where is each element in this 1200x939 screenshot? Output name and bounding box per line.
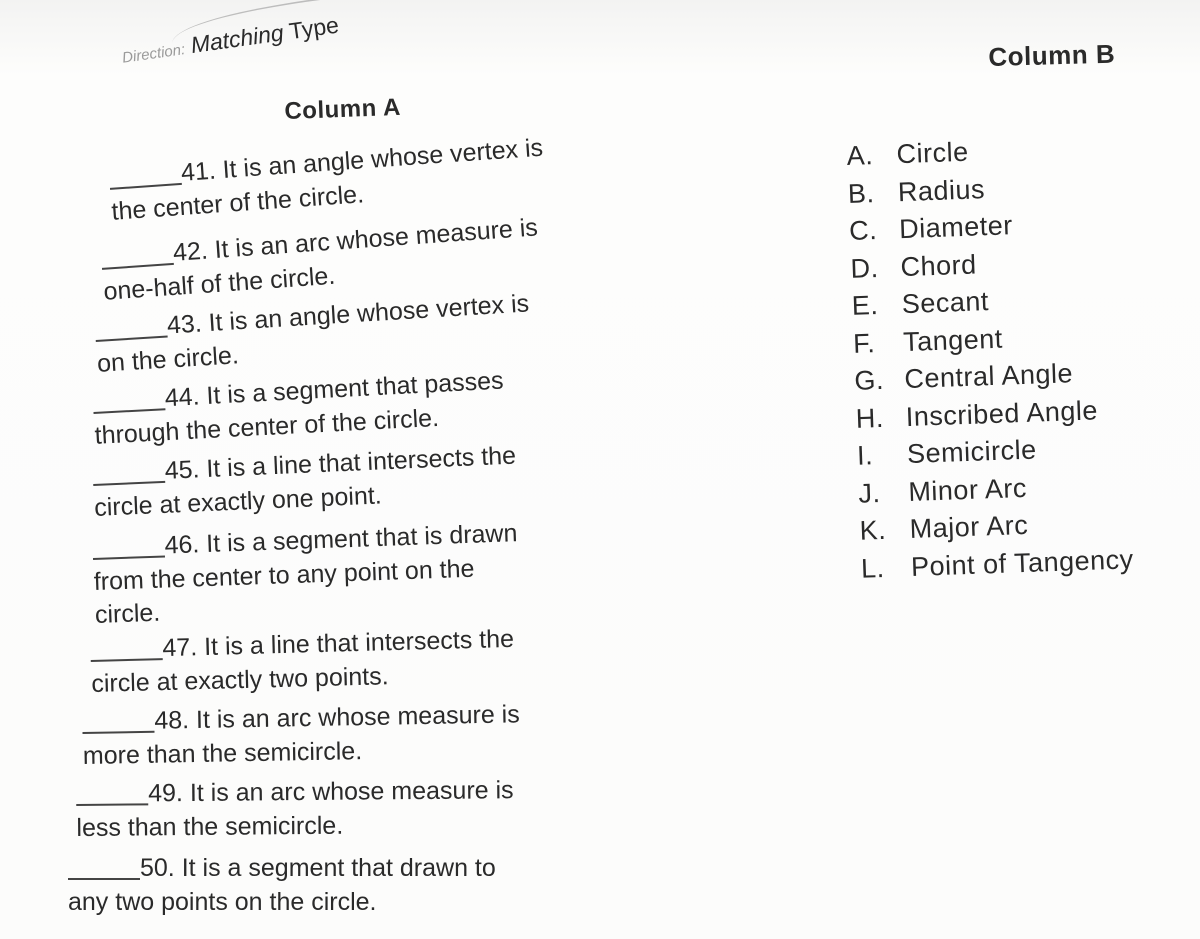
question-text: It is a line that intersects the (205, 441, 517, 484)
answer-choice (860, 541, 1134, 588)
answer-blank[interactable] (110, 183, 182, 190)
choice-text: Radius (897, 173, 986, 207)
question-text: It is a segment that is drawn (205, 519, 518, 559)
choice-text: Minor Arc (907, 472, 1028, 507)
question-number: 48. (154, 706, 190, 735)
choice-text: Secant (901, 286, 990, 320)
answer-blank[interactable] (96, 336, 168, 342)
answer-choices (846, 128, 1134, 587)
question-text: It is an arc whose measure is (213, 213, 539, 264)
choice-text: Chord (900, 249, 978, 282)
question-number: 43. (166, 309, 203, 340)
column-a-title: Column A (284, 93, 402, 125)
question-continuation: circle at exactly two points. (90, 662, 389, 698)
question-continuation: circle. (94, 598, 161, 629)
question-item (68, 850, 628, 919)
question-item (92, 510, 655, 631)
column-b-title: Column B (988, 38, 1116, 72)
question-text: It is a segment that drawn to (181, 854, 496, 882)
question-item (90, 617, 652, 701)
answer-blank[interactable] (93, 408, 165, 414)
choice-letter: I. (856, 440, 874, 471)
question-continuation: circle at exactly one point. (93, 481, 383, 522)
question-text: It is an arc whose measure is (195, 700, 520, 735)
question-number: 46. (164, 530, 200, 560)
direction-type: Type (287, 11, 341, 45)
answer-blank[interactable] (68, 878, 140, 880)
answer-blank[interactable] (102, 263, 174, 270)
question-text: It is an angle whose vertex is (221, 133, 544, 184)
question-number: 44. (164, 382, 201, 413)
answer-blank[interactable] (82, 731, 154, 734)
choice-text: Point of Tangency (910, 543, 1135, 582)
question-number: 42. (172, 236, 209, 267)
question-text: It is an angle whose vertex is (207, 289, 530, 337)
choice-letter: F. (852, 327, 876, 359)
question-text: It is an arc whose measure is (189, 776, 514, 808)
question-continuation: less than the semicircle. (76, 811, 344, 842)
question-text: It is a line that intersects the (203, 624, 515, 662)
choice-letter: H. (855, 402, 885, 434)
choice-text: Major Arc (909, 509, 1029, 545)
question-number: 45. (164, 455, 201, 485)
choice-text: Central Angle (903, 358, 1074, 395)
question-number: 50. (140, 854, 175, 882)
choice-text: Circle (896, 136, 970, 170)
choice-text: Semicircle (906, 434, 1038, 470)
choice-letter: C. (848, 214, 878, 246)
question-continuation: the center of the circle. (110, 180, 365, 226)
choice-letter: L. (860, 552, 886, 584)
question-continuation: from the center to any point on the (93, 554, 475, 596)
answer-blank[interactable] (93, 555, 165, 560)
answer-blank[interactable] (93, 481, 165, 486)
choice-text: Tangent (902, 323, 1004, 357)
question-continuation: through the center of the circle. (93, 403, 440, 450)
question-number: 49. (148, 779, 184, 808)
choice-letter: K. (859, 514, 887, 546)
question-item (82, 694, 643, 773)
question-item (76, 771, 637, 845)
question-continuation: more than the semicircle. (82, 737, 363, 770)
choice-text: Inscribed Angle (905, 394, 1099, 432)
question-number: 41. (180, 156, 217, 187)
question-continuation: any two points on the circle. (68, 888, 377, 916)
choice-letter: E. (851, 289, 879, 321)
choice-letter: A. (846, 140, 874, 171)
direction-title: Matching (189, 19, 286, 59)
question-number: 47. (162, 633, 198, 663)
choice-letter: B. (847, 177, 875, 209)
question-continuation: one-half of the circle. (102, 261, 337, 306)
choice-letter: G. (853, 364, 885, 396)
answer-blank[interactable] (91, 658, 163, 662)
question-text: It is a segment that passes (205, 366, 505, 411)
choice-text: Diameter (898, 210, 1014, 245)
choice-letter: D. (850, 252, 880, 284)
question-continuation: on the circle. (96, 341, 240, 378)
direction-label: Direction: (121, 41, 187, 67)
answer-blank[interactable] (76, 803, 148, 806)
choice-letter: J. (857, 477, 881, 509)
